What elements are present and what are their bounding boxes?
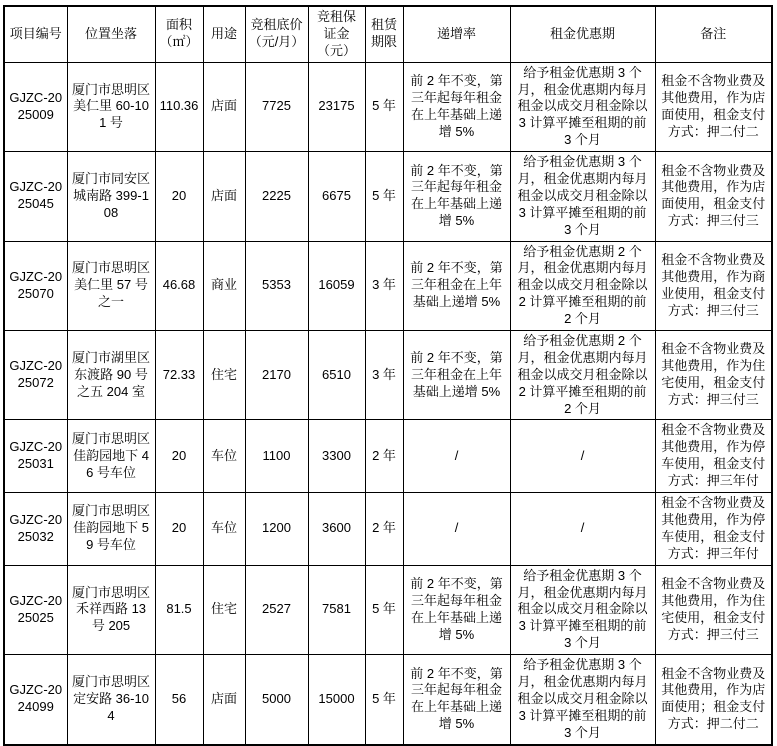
cell-lease-term: 5 年 bbox=[365, 655, 403, 745]
table-row bbox=[4, 493, 772, 566]
cell-base-price: 2170 bbox=[245, 331, 308, 420]
cell-lease-term: 2 年 bbox=[365, 493, 403, 566]
cell-deposit: 3300 bbox=[308, 420, 365, 493]
cell-lease-term: 3 年 bbox=[365, 331, 403, 420]
header-escalation: 递增率 bbox=[403, 6, 510, 62]
cell-location: 厦门市思明区美仁里 57 号之一 bbox=[67, 241, 155, 330]
cell-base-price: 2527 bbox=[245, 565, 308, 654]
cell-discount: 给予租金优惠期 3 个月，租金优惠期内每月租金以成交月租金除以 3 计算平摊至租期的前 3 个月 bbox=[510, 565, 655, 654]
cell-area: 72.33 bbox=[155, 331, 203, 420]
cell-area: 46.68 bbox=[155, 241, 203, 330]
cell-escalation: / bbox=[403, 420, 510, 493]
cell-deposit: 3600 bbox=[308, 493, 365, 566]
header-remark: 备注 bbox=[655, 6, 772, 62]
table-body bbox=[4, 62, 772, 744]
cell-lease-term: 3 年 bbox=[365, 241, 403, 330]
cell-base-price: 5353 bbox=[245, 241, 308, 330]
cell-area: 20 bbox=[155, 493, 203, 566]
cell-base-price: 2225 bbox=[245, 152, 308, 241]
cell-lease-term: 5 年 bbox=[365, 565, 403, 654]
cell-deposit: 16059 bbox=[308, 241, 365, 330]
cell-project-id: GJZC-2025031 bbox=[4, 420, 67, 493]
table-row bbox=[4, 565, 772, 654]
cell-project-id: GJZC-2025070 bbox=[4, 241, 67, 330]
cell-remark: 租金不含物业费及其他费用，作为店面使用，租金支付方式：押三付三 bbox=[655, 152, 772, 241]
cell-area: 110.36 bbox=[155, 62, 203, 151]
cell-deposit: 15000 bbox=[308, 655, 365, 745]
cell-lease-term: 2 年 bbox=[365, 420, 403, 493]
cell-project-id: GJZC-2025045 bbox=[4, 152, 67, 241]
cell-location: 厦门市思明区佳韵园地下 59 号车位 bbox=[67, 493, 155, 566]
cell-usage: 住宅 bbox=[203, 331, 245, 420]
cell-location: 厦门市思明区禾祥西路 13 号 205 bbox=[67, 565, 155, 654]
cell-project-id: GJZC-2025009 bbox=[4, 62, 67, 151]
cell-remark: 租金不含物业费及其他费用，作为停车使用，租金支付方式：押三年付 bbox=[655, 493, 772, 566]
cell-project-id: GJZC-2025032 bbox=[4, 493, 67, 566]
table-row bbox=[4, 62, 772, 151]
table-row bbox=[4, 241, 772, 330]
cell-lease-term: 5 年 bbox=[365, 152, 403, 241]
cell-remark: 租金不含物业费及其他费用，作为停车使用，租金支付方式：押三年付 bbox=[655, 420, 772, 493]
header-lease-term: 租赁期限 bbox=[365, 6, 403, 62]
cell-escalation: 前 2 年不变，第三年租金在上年基础上递增 5% bbox=[403, 331, 510, 420]
cell-remark: 租金不含物业费及其他费用，作为店面使用，租金支付方式：押二付二 bbox=[655, 62, 772, 151]
cell-project-id: GJZC-2024099 bbox=[4, 655, 67, 745]
cell-escalation: 前 2 年不变，第三年起每年租金在上年基础上递增 5% bbox=[403, 62, 510, 151]
cell-escalation: 前 2 年不变，第三年起每年租金在上年基础上递增 5% bbox=[403, 152, 510, 241]
header-discount: 租金优惠期 bbox=[510, 6, 655, 62]
rental-listings-table bbox=[3, 5, 773, 746]
cell-usage: 住宅 bbox=[203, 565, 245, 654]
cell-discount: 给予租金优惠期 2 个月，租金优惠期内每月租金以成交月租金除以 2 计算平摊至租期的前 2 个月 bbox=[510, 241, 655, 330]
cell-usage: 商业 bbox=[203, 241, 245, 330]
cell-usage: 车位 bbox=[203, 493, 245, 566]
cell-usage: 店面 bbox=[203, 152, 245, 241]
cell-base-price: 5000 bbox=[245, 655, 308, 745]
table-row bbox=[4, 420, 772, 493]
cell-remark: 租金不含物业费及其他费用，作为店面使用；租金支付方式：押二付二 bbox=[655, 655, 772, 745]
cell-remark: 租金不含物业费及其他费用，作为住宅使用，租金支付方式：押三付三 bbox=[655, 331, 772, 420]
cell-area: 20 bbox=[155, 152, 203, 241]
cell-lease-term: 5 年 bbox=[365, 62, 403, 151]
table-row bbox=[4, 331, 772, 420]
cell-base-price: 1200 bbox=[245, 493, 308, 566]
cell-escalation: 前 2 年不变，第三年起每年租金在上年基础上递增 5% bbox=[403, 565, 510, 654]
header-area: 面积（㎡） bbox=[155, 6, 203, 62]
cell-deposit: 7581 bbox=[308, 565, 365, 654]
header-project-id: 项目编号 bbox=[4, 6, 67, 62]
cell-remark: 租金不含物业费及其他费用，作为住宅使用，租金支付方式：押三付三 bbox=[655, 565, 772, 654]
cell-area: 56 bbox=[155, 655, 203, 745]
header-row bbox=[4, 6, 772, 62]
cell-base-price: 1100 bbox=[245, 420, 308, 493]
cell-discount: / bbox=[510, 420, 655, 493]
cell-area: 81.5 bbox=[155, 565, 203, 654]
cell-usage: 店面 bbox=[203, 655, 245, 745]
cell-deposit: 23175 bbox=[308, 62, 365, 151]
cell-base-price: 7725 bbox=[245, 62, 308, 151]
cell-deposit: 6510 bbox=[308, 331, 365, 420]
cell-discount: 给予租金优惠期 3 个月，租金优惠期内每月租金以成交月租金除以 3 计算平摊至租期的前 3 个月 bbox=[510, 655, 655, 745]
cell-project-id: GJZC-2025072 bbox=[4, 331, 67, 420]
cell-area: 20 bbox=[155, 420, 203, 493]
cell-escalation: 前 2 年不变，第三年起每年租金在上年基础上递增 5% bbox=[403, 655, 510, 745]
cell-location: 厦门市湖里区东渡路 90 号之五 204 室 bbox=[67, 331, 155, 420]
table-row bbox=[4, 152, 772, 241]
header-location: 位置坐落 bbox=[67, 6, 155, 62]
cell-location: 厦门市思明区美仁里 60-101 号 bbox=[67, 62, 155, 151]
cell-discount: 给予租金优惠期 3 个月，租金优惠期内每月租金以成交月租金除以 3 计算平摊至租期的前 3 个月 bbox=[510, 62, 655, 151]
header-deposit: 竞租保证金（元） bbox=[308, 6, 365, 62]
cell-location: 厦门市思明区佳韵园地下 46 号车位 bbox=[67, 420, 155, 493]
cell-project-id: GJZC-2025025 bbox=[4, 565, 67, 654]
cell-location: 厦门市思明区定安路 36-104 bbox=[67, 655, 155, 745]
cell-usage: 店面 bbox=[203, 62, 245, 151]
cell-deposit: 6675 bbox=[308, 152, 365, 241]
header-base-price: 竞租底价（元/月） bbox=[245, 6, 308, 62]
table-header bbox=[4, 6, 772, 62]
cell-discount: / bbox=[510, 493, 655, 566]
table-row bbox=[4, 655, 772, 745]
cell-discount: 给予租金优惠期 2 个月，租金优惠期内每月租金以成交月租金除以 2 计算平摊至租期的前 2 个月 bbox=[510, 331, 655, 420]
cell-escalation: 前 2 年不变，第三年租金在上年基础上递增 5% bbox=[403, 241, 510, 330]
cell-remark: 租金不含物业费及其他费用，作为商业使用，租金支付方式：押三付三 bbox=[655, 241, 772, 330]
cell-escalation: / bbox=[403, 493, 510, 566]
cell-location: 厦门市同安区城南路 399-108 bbox=[67, 152, 155, 241]
header-usage: 用途 bbox=[203, 6, 245, 62]
cell-usage: 车位 bbox=[203, 420, 245, 493]
cell-discount: 给予租金优惠期 3 个月，租金优惠期内每月租金以成交月租金除以 3 计算平摊至租期的前 3 个月 bbox=[510, 152, 655, 241]
